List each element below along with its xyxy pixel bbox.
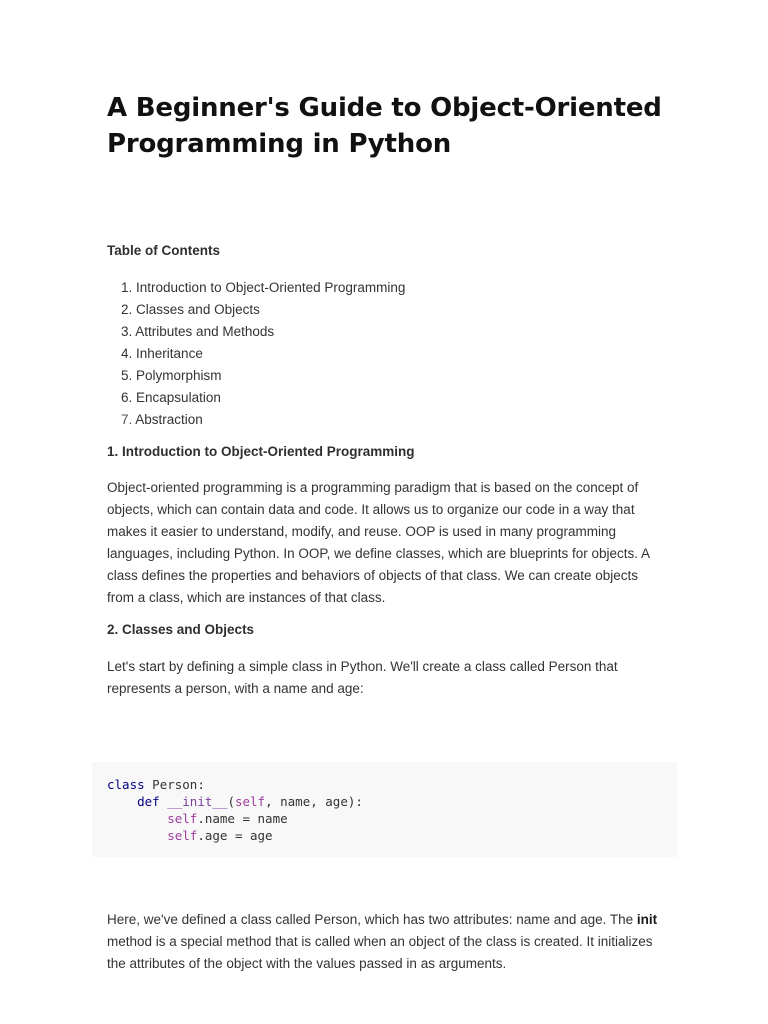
toc-item-inheritance[interactable]: [121, 343, 405, 365]
code-line: [107, 793, 363, 810]
section-classes-explanation-paragraph: [107, 909, 667, 975]
toc-item-label: Attributes and Methods: [135, 324, 275, 339]
code-indent: [107, 794, 137, 809]
code-function-name: __init__: [167, 794, 228, 809]
toc-item-label: Abstraction: [135, 412, 203, 427]
paragraph-line: Object-oriented programming is a programming paradigm that is based on the concept of: [107, 480, 639, 495]
toc-item-number: 5.: [121, 368, 133, 383]
code-text: Person:: [144, 777, 205, 792]
toc-item-number: 3.: [121, 324, 133, 339]
code-block[interactable]: [92, 762, 677, 857]
code-text: .name = name: [197, 811, 288, 826]
paragraph-line: method is a special method that is called when an object of the class is created. It initializes: [107, 934, 653, 949]
paragraph-line: represents a person, with a name and age:: [107, 681, 364, 696]
paragraph-line: makes it easier to understand, modify, and reuse. OOP is used in many programming: [107, 524, 616, 539]
code-keyword: def: [137, 794, 160, 809]
toc-item-label: Encapsulation: [136, 390, 221, 405]
paragraph-line: the attributes of the object with the values passed in as arguments.: [107, 956, 507, 971]
toc-item-label: Classes and Objects: [136, 302, 260, 317]
paragraph-line: languages, including Python. In OOP, we define classes, which are blueprints for objects. A: [107, 546, 651, 561]
code-indent: [107, 811, 167, 826]
toc-item-attributes-and-methods[interactable]: [121, 321, 405, 343]
toc-item-number: 2.: [121, 302, 133, 317]
paragraph-line: objects, which can contain data and code. It allows us to organize our code in a way that: [107, 502, 635, 517]
paragraph-line: from a class, which are instances of that class.: [107, 590, 386, 605]
paragraph-line: Let's start by defining a simple class in Python. We'll create a class called Person that: [107, 659, 618, 674]
code-self: self: [167, 828, 198, 843]
toc-item-introduction[interactable]: [121, 277, 405, 299]
code-paren: (: [227, 794, 235, 809]
code-text: , name, age):: [265, 794, 363, 809]
toc-item-number: 7.: [121, 412, 133, 427]
code-line: [107, 810, 288, 827]
section-classes-intro-paragraph: [107, 656, 667, 700]
code-indent: [107, 828, 167, 843]
section-introduction-paragraph: [107, 477, 667, 609]
toc-item-number: 4.: [121, 346, 133, 361]
toc-item-classes-and-objects[interactable]: [121, 299, 405, 321]
toc-item-abstraction[interactable]: [121, 409, 405, 431]
code-keyword: class: [107, 777, 145, 792]
page-title: A Beginner's Guide to Object-Oriented Programming in Python: [107, 93, 662, 159]
section-heading-introduction: 1. Introduction to Object-Oriented Programming: [107, 444, 415, 459]
toc-heading: Table of Contents: [107, 243, 220, 258]
toc-item-label: Introduction to Object-Oriented Programming: [136, 280, 406, 295]
paragraph-text: Here, we've defined a class called Person, which has two attributes: name and age. The: [107, 912, 637, 927]
paragraph-line: class defines the properties and behaviors of objects of that class. We can create objects: [107, 568, 639, 583]
toc-item-polymorphism[interactable]: [121, 365, 405, 387]
toc-item-number: 1.: [121, 280, 133, 295]
code-text: .age = age: [197, 828, 273, 843]
toc-item-label: Inheritance: [136, 346, 203, 361]
code-line: [107, 827, 273, 844]
code-self: self: [234, 794, 266, 809]
toc-item-number: 6.: [121, 390, 133, 405]
paragraph-line: [107, 909, 667, 931]
section-heading-classes-and-objects: 2. Classes and Objects: [107, 622, 255, 637]
toc-item-encapsulation[interactable]: [121, 387, 405, 409]
toc-item-label: Polymorphism: [136, 368, 222, 383]
code-self: self: [167, 811, 198, 826]
table-of-contents: [121, 277, 405, 431]
inline-bold-init: init: [636, 912, 658, 927]
code-line: [107, 776, 205, 793]
